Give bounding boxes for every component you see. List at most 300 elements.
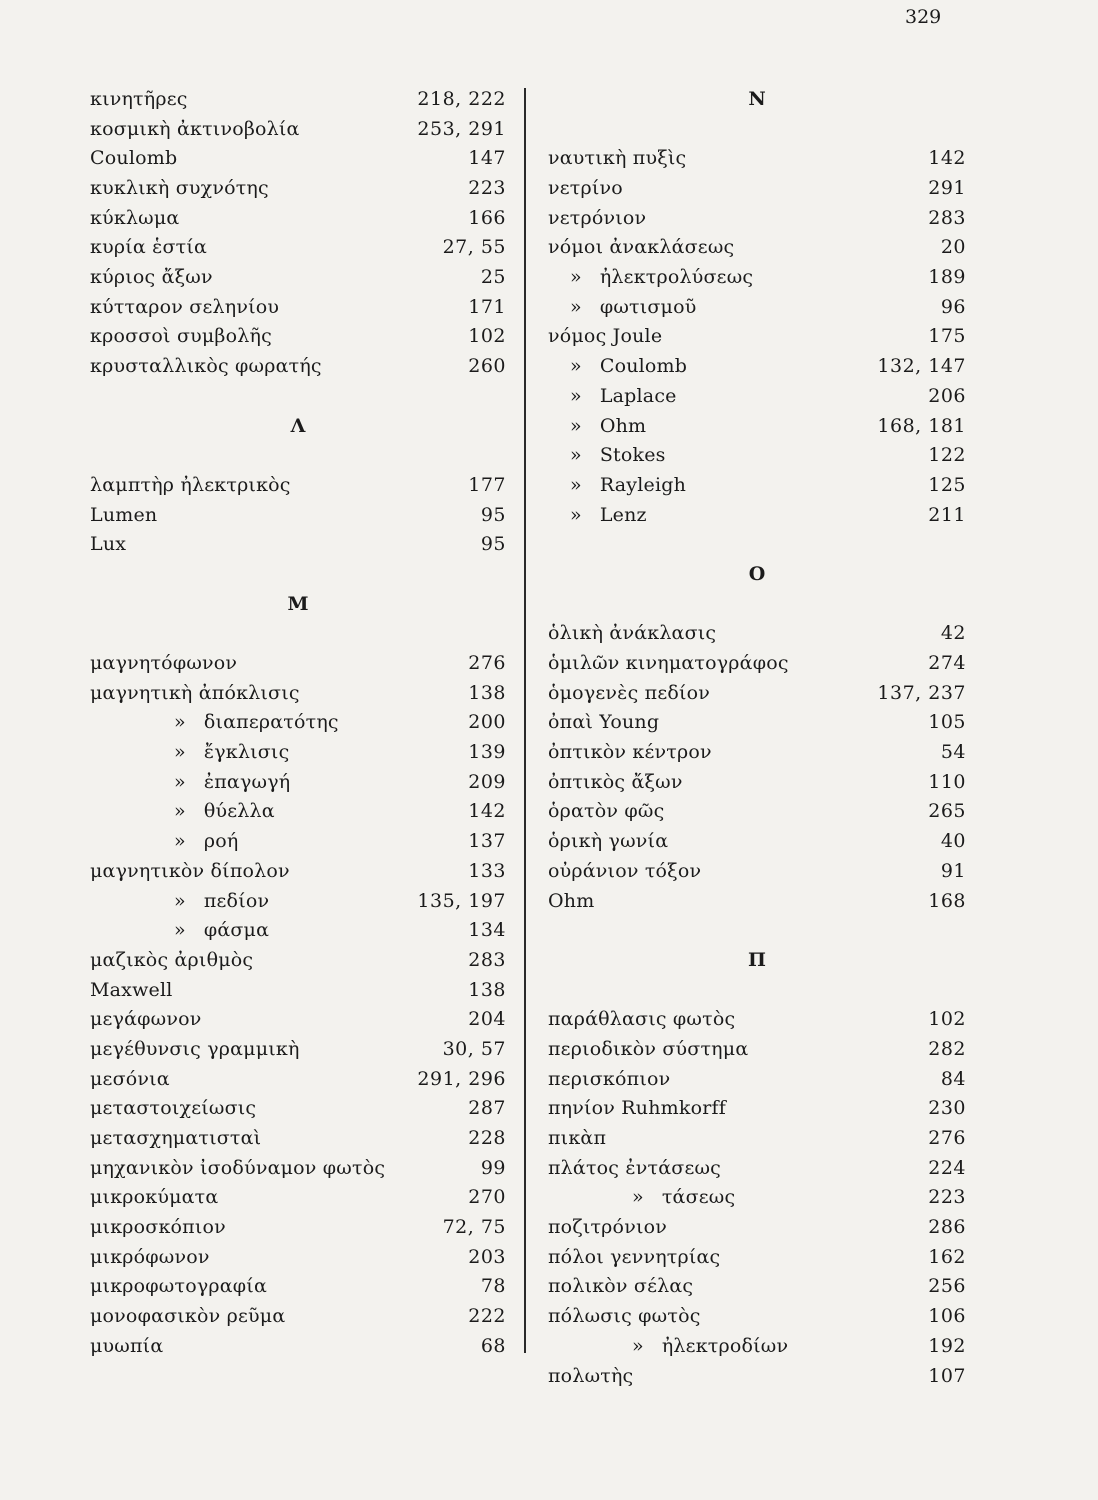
index-pages: 40	[940, 830, 966, 853]
index-entry	[90, 174, 506, 204]
index-term-text: μικροφωτογραφία	[90, 1275, 267, 1298]
index-term	[548, 293, 697, 323]
index-term	[548, 1035, 748, 1065]
index-pages: 211	[928, 503, 966, 526]
index-pages: 283	[468, 948, 506, 971]
index-entry	[548, 1094, 966, 1124]
index-pages: 260	[468, 355, 506, 378]
index-pages: 20	[940, 236, 966, 259]
index-pages: 122	[928, 444, 966, 467]
index-entry	[90, 1243, 506, 1273]
index-pages: 96	[940, 295, 966, 318]
index-entry	[90, 85, 506, 115]
index-term	[548, 1154, 721, 1184]
index-term-text: φάσμα	[203, 919, 270, 942]
index-term	[90, 115, 300, 145]
index-term	[548, 827, 668, 857]
index-entry	[90, 738, 506, 768]
index-term	[90, 946, 253, 976]
index-term	[90, 976, 173, 1006]
index-pages: 228	[468, 1127, 506, 1150]
index-entry	[90, 1213, 506, 1243]
index-pages: 102	[928, 1008, 966, 1031]
index-term	[90, 144, 177, 174]
index-pages: 138	[468, 978, 506, 1001]
index-entry	[90, 115, 506, 145]
index-pages: 223	[468, 177, 506, 200]
index-pages: 270	[468, 1186, 506, 1209]
index-pages: 102	[468, 325, 506, 348]
index-term-text: πολικὸν σέλας	[548, 1275, 694, 1298]
index-entry	[548, 501, 966, 531]
index-entry	[548, 1302, 966, 1332]
index-pages: 274	[928, 652, 966, 675]
index-term	[90, 887, 269, 917]
index-term-text: Lumen	[90, 503, 158, 526]
index-entry	[90, 976, 506, 1006]
index-entry	[548, 263, 966, 293]
index-entry	[548, 412, 966, 442]
index-term	[548, 1094, 726, 1124]
index-entry	[90, 233, 506, 263]
index-term-text: μυωπία	[90, 1334, 164, 1357]
index-term	[90, 768, 290, 798]
index-entry	[548, 1005, 966, 1035]
index-entry	[90, 798, 506, 828]
index-term-text: νόμοι ἀνακλάσεως	[548, 236, 735, 259]
index-term	[90, 797, 275, 827]
index-term-text: πολωτὴς	[548, 1364, 634, 1387]
index-entry	[90, 144, 506, 174]
index-term-text: παράθλασις φωτὸς	[548, 1008, 736, 1031]
spacer	[90, 560, 506, 590]
index-pages: 142	[468, 800, 506, 823]
index-term-text: πικὰπ	[548, 1127, 607, 1150]
index-term	[90, 708, 339, 738]
index-term-text: νετρίνο	[548, 177, 623, 200]
index-term	[548, 382, 677, 412]
ditto-mark: »	[570, 503, 582, 526]
index-term	[90, 501, 157, 531]
index-term-text: ὀπτικὸν κέντρον	[548, 741, 712, 764]
index-term	[90, 1154, 385, 1184]
index-pages: 283	[928, 206, 966, 229]
index-entry	[548, 441, 966, 471]
index-term	[548, 352, 687, 382]
index-entry	[90, 1094, 506, 1124]
index-term	[548, 471, 686, 501]
index-pages: 192	[928, 1334, 966, 1357]
index-term	[90, 857, 290, 887]
index-pages: 105	[928, 711, 966, 734]
index-pages: 135, 197	[417, 889, 506, 912]
index-term	[90, 530, 126, 560]
index-term	[548, 412, 646, 442]
index-entry	[90, 501, 506, 531]
index-term-text: μαγνητικὸν δίπολον	[90, 859, 290, 882]
index-pages: 168, 181	[877, 414, 966, 437]
index-term	[90, 738, 289, 768]
index-term	[548, 204, 646, 234]
ditto-mark: »	[174, 830, 186, 853]
index-pages: 253, 291	[417, 117, 506, 140]
index-pages: 276	[928, 1127, 966, 1150]
ditto-mark: »	[174, 770, 186, 793]
index-term-text: νετρόνιον	[548, 206, 647, 229]
index-term	[90, 1183, 218, 1213]
index-pages: 265	[928, 800, 966, 823]
index-term	[90, 679, 300, 709]
index-term-text: πλάτος ἐντάσεως	[548, 1156, 722, 1179]
index-term-text: πόλωσις φωτὸς	[548, 1305, 701, 1328]
index-term-text: ὁμογενὲς πεδίον	[548, 681, 711, 704]
index-entry	[548, 708, 966, 738]
index-pages: 142	[928, 147, 966, 170]
index-pages: 287	[468, 1097, 506, 1120]
index-term-text: κινητῆρες	[90, 87, 188, 110]
index-term	[90, 1302, 285, 1332]
index-pages: 203	[468, 1245, 506, 1268]
index-entry	[90, 204, 506, 234]
index-term-text: μαζικὸς ἀριθμὸς	[90, 948, 254, 971]
index-term	[90, 233, 207, 263]
index-pages: 137	[468, 830, 506, 853]
index-term	[548, 797, 664, 827]
index-pages: 134	[468, 919, 506, 942]
index-term-text: πεδίον	[203, 889, 270, 912]
index-entry	[90, 1332, 506, 1362]
index-entry	[548, 887, 966, 917]
ditto-mark: »	[174, 741, 186, 764]
index-pages: 171	[468, 295, 506, 318]
index-entry	[90, 857, 506, 887]
ditto-mark: »	[570, 444, 582, 467]
index-entry	[548, 471, 966, 501]
index-pages: 286	[928, 1216, 966, 1239]
index-pages: 68	[480, 1334, 506, 1357]
index-term-text: ὁμιλῶν κινηματογράφος	[548, 652, 789, 675]
index-term-text: μαγνητόφωνον	[90, 652, 238, 675]
index-term-text: μηχανικὸν ἰσοδύναμον φωτὸς	[90, 1156, 386, 1179]
index-entry	[90, 1065, 506, 1095]
index-entry	[90, 1154, 506, 1184]
index-term-text: μικρόφωνον	[90, 1245, 210, 1268]
index-entry	[548, 738, 966, 768]
index-term	[548, 768, 683, 798]
spacer	[548, 590, 966, 620]
index-pages: 95	[480, 533, 506, 556]
spacer	[90, 382, 506, 412]
index-term	[548, 649, 789, 679]
index-term-text: Coulomb	[90, 147, 178, 170]
index-term	[90, 352, 322, 382]
index-term-text: Laplace	[599, 384, 677, 407]
index-term-text: τάσεως	[661, 1186, 736, 1209]
index-term-text: κροσσοὶ συμβολῆς	[90, 325, 272, 348]
index-pages: 78	[480, 1275, 506, 1298]
index-term	[90, 649, 237, 679]
index-entry	[90, 768, 506, 798]
index-term	[548, 1065, 670, 1095]
column-divider	[524, 88, 526, 1353]
spacer	[548, 916, 966, 946]
index-pages: 291	[928, 177, 966, 200]
index-term-text: ἐπαγωγή	[203, 770, 291, 793]
index-term-text: περιοδικὸν σύστημα	[548, 1037, 749, 1060]
index-term-text: ἔγκλισις	[203, 741, 290, 764]
index-term	[90, 827, 238, 857]
index-term	[548, 738, 712, 768]
index-pages: 110	[928, 770, 966, 793]
index-term	[548, 708, 659, 738]
index-pages: 84	[940, 1067, 966, 1090]
index-term	[548, 1332, 788, 1362]
index-entry	[90, 263, 506, 293]
index-term-text: ὁρικὴ γωνία	[548, 830, 669, 853]
index-pages: 30, 57	[442, 1037, 506, 1060]
index-term-text: κρυσταλλικὸς φωρατής	[90, 355, 322, 378]
index-entry	[548, 1243, 966, 1273]
ditto-mark: »	[174, 800, 186, 823]
index-term-text: μεσόνια	[90, 1067, 170, 1090]
index-term	[90, 1213, 226, 1243]
ditto-mark: »	[632, 1186, 644, 1209]
index-pages: 106	[928, 1305, 966, 1328]
index-term-text: ὀπαὶ Young	[548, 711, 660, 734]
index-entry	[548, 619, 966, 649]
index-pages: 200	[468, 711, 506, 734]
spacer	[548, 115, 966, 145]
index-pages: 204	[468, 1008, 506, 1031]
index-pages: 223	[928, 1186, 966, 1209]
index-term	[548, 619, 716, 649]
index-pages: 168	[928, 889, 966, 912]
index-term	[90, 322, 272, 352]
ditto-mark: »	[570, 384, 582, 407]
index-pages: 162	[928, 1245, 966, 1268]
index-entry	[90, 1124, 506, 1154]
index-term	[90, 1332, 163, 1362]
index-term	[90, 85, 188, 115]
index-pages: 138	[468, 681, 506, 704]
index-term-text: κύριος ἄξων	[90, 266, 213, 289]
index-pages: 132, 147	[877, 355, 966, 378]
index-pages: 139	[468, 741, 506, 764]
index-term-text: ἠλεκτροδίων	[661, 1334, 789, 1357]
index-entry	[90, 1035, 506, 1065]
index-entry	[548, 798, 966, 828]
ditto-mark: »	[570, 414, 582, 437]
index-pages: 27, 55	[442, 236, 506, 259]
index-entry	[548, 1154, 966, 1184]
index-entry	[548, 768, 966, 798]
index-pages: 133	[468, 859, 506, 882]
index-term-text: κύτταρον σεληνίου	[90, 295, 280, 318]
index-pages: 42	[940, 622, 966, 645]
index-term-text: Maxwell	[90, 978, 173, 1001]
index-term	[548, 1362, 633, 1392]
index-term-text: οὐράνιον τόξον	[548, 859, 702, 882]
index-term	[90, 1065, 170, 1095]
index-pages: 107	[928, 1364, 966, 1387]
index-term-text: Stokes	[599, 444, 666, 467]
index-entry	[90, 352, 506, 382]
ditto-mark: »	[174, 919, 186, 942]
index-entry	[90, 827, 506, 857]
index-pages: 291, 296	[417, 1067, 506, 1090]
index-pages: 72, 75	[442, 1216, 506, 1239]
index-term	[548, 1005, 735, 1035]
index-term	[90, 1094, 256, 1124]
section-letter: Μ	[287, 592, 309, 615]
index-term	[548, 887, 594, 917]
index-entry	[90, 1273, 506, 1303]
index-entry	[548, 1065, 966, 1095]
section-letter: Π	[748, 948, 766, 971]
index-term-text: ναυτικὴ πυξὶς	[548, 147, 687, 170]
index-entry	[548, 1183, 966, 1213]
index-entry	[548, 857, 966, 887]
index-entry	[90, 887, 506, 917]
ditto-mark: »	[632, 1334, 644, 1357]
section-letter: Ν	[748, 88, 766, 110]
index-term-text: κοσμικὴ ἀκτινοβολία	[90, 117, 300, 140]
index-pages: 206	[928, 384, 966, 407]
index-entry	[548, 649, 966, 679]
index-pages: 147	[468, 147, 506, 170]
index-term-text: Ohm	[548, 889, 595, 912]
index-term	[548, 1213, 667, 1243]
index-term-text: περισκόπιον	[548, 1067, 671, 1090]
index-pages: 218, 222	[417, 87, 506, 110]
index-entry	[90, 1183, 506, 1213]
index-pages: 137, 237	[877, 681, 966, 704]
index-term-text: ὀπτικὸς ἄξων	[548, 770, 683, 793]
index-term	[548, 233, 734, 263]
index-pages: 224	[928, 1156, 966, 1179]
index-term-text: Rayleigh	[599, 473, 687, 496]
index-term	[90, 293, 279, 323]
index-entry	[90, 649, 506, 679]
index-entry	[548, 323, 966, 353]
index-term	[548, 1183, 735, 1213]
index-entry	[548, 293, 966, 323]
index-term-text: κυκλικὴ συχνότης	[90, 177, 269, 200]
index-term-text: Lenz	[599, 503, 647, 526]
index-entry	[548, 1332, 966, 1362]
index-term	[548, 857, 701, 887]
index-term-text: Ohm	[599, 414, 647, 437]
index-term-text: νόμος Joule	[548, 325, 663, 348]
index-term-text: φωτισμοῦ	[599, 295, 697, 318]
ditto-mark: »	[570, 355, 582, 378]
index-pages: 222	[468, 1305, 506, 1328]
index-term	[90, 174, 269, 204]
index-pages: 91	[940, 859, 966, 882]
index-pages: 125	[928, 473, 966, 496]
ditto-mark: »	[570, 473, 582, 496]
index-term	[90, 1005, 202, 1035]
index-entry	[548, 827, 966, 857]
index-term	[548, 1243, 720, 1273]
index-term-text: μετασχηματισταὶ	[90, 1127, 262, 1150]
index-term	[548, 263, 753, 293]
index-entry	[90, 1302, 506, 1332]
index-term-text: ἠλεκτρολύσεως	[599, 266, 754, 289]
index-entry	[548, 1362, 966, 1392]
index-pages: 209	[468, 770, 506, 793]
index-pages: 282	[928, 1037, 966, 1060]
spacer	[90, 441, 506, 471]
index-entry	[548, 1213, 966, 1243]
index-pages: 230	[928, 1097, 966, 1120]
index-column-left	[90, 85, 506, 1362]
index-term	[90, 204, 179, 234]
index-term-text: μονοφασικὸν ρεῦμα	[90, 1305, 286, 1328]
index-entry	[90, 946, 506, 976]
ditto-mark: »	[570, 266, 582, 289]
index-term-text: ὁρατὸν φῶς	[548, 800, 665, 823]
index-entry	[548, 679, 966, 709]
ditto-mark: »	[174, 889, 186, 912]
index-entry	[548, 174, 966, 204]
index-entry	[90, 708, 506, 738]
index-term-text: λαμπτὴρ ἠλεκτρικὸς	[90, 473, 291, 496]
index-term-text: μεγάφωνον	[90, 1008, 202, 1031]
index-entry	[90, 293, 506, 323]
index-pages: 175	[928, 325, 966, 348]
index-term	[548, 174, 623, 204]
index-term-text: μικροσκόπιον	[90, 1216, 226, 1239]
section-letter: Λ	[290, 414, 306, 437]
index-entry	[90, 471, 506, 501]
index-entry	[548, 1035, 966, 1065]
index-term	[90, 916, 269, 946]
index-pages: 99	[480, 1156, 506, 1179]
ditto-mark: »	[570, 295, 582, 318]
index-entry	[548, 352, 966, 382]
index-term	[548, 322, 662, 352]
index-term-text: ὁλικὴ ἀνάκλασις	[548, 622, 717, 645]
index-term	[90, 1272, 267, 1302]
spacer	[548, 530, 966, 560]
index-term-text: ποζιτρόνιον	[548, 1216, 667, 1239]
index-pages: 256	[928, 1275, 966, 1298]
spacer	[548, 976, 966, 1006]
spacer	[90, 619, 506, 649]
index-term-text: πηνίον Ruhmkorff	[548, 1097, 726, 1120]
index-column-right	[548, 85, 966, 1391]
index-entry	[90, 323, 506, 353]
index-entry	[90, 1005, 506, 1035]
index-pages: 177	[468, 473, 506, 496]
index-pages: 95	[480, 503, 506, 526]
index-term	[90, 471, 291, 501]
index-entry	[548, 233, 966, 263]
index-term-text: διαπερατότης	[203, 711, 339, 734]
index-term	[548, 501, 647, 531]
index-term	[90, 263, 213, 293]
index-term	[548, 144, 686, 174]
page-number: 329	[905, 6, 942, 28]
index-term	[548, 679, 710, 709]
index-term-text: κυρία ἑστία	[90, 236, 208, 259]
index-term-text: θύελλα	[203, 800, 275, 823]
index-entry	[548, 1124, 966, 1154]
ditto-mark: »	[174, 711, 186, 734]
index-term-text: μικροκύματα	[90, 1186, 219, 1209]
index-pages: 276	[468, 652, 506, 675]
